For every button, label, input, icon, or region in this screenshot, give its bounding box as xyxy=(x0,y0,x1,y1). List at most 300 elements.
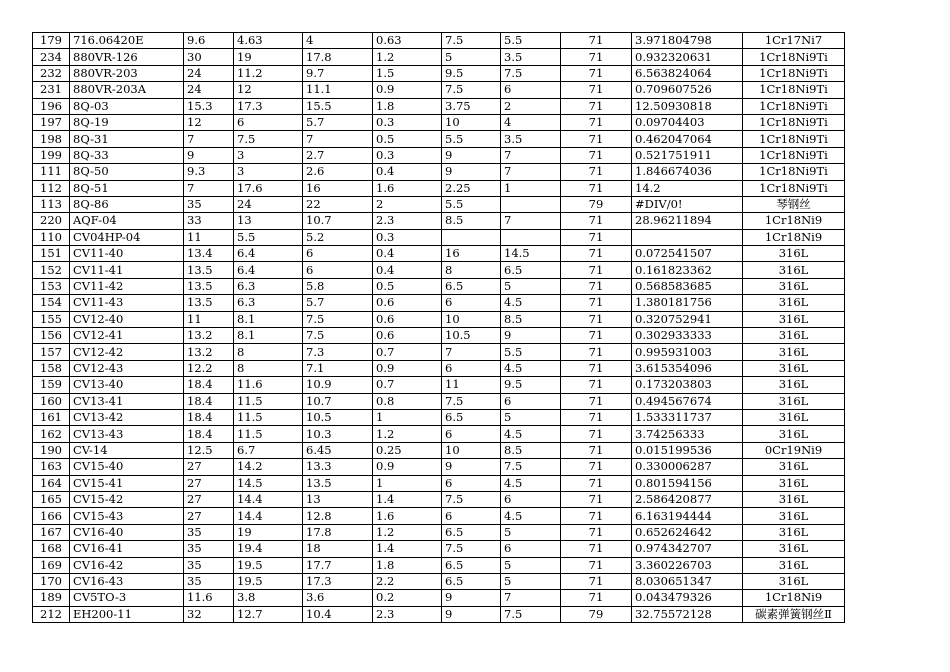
table-cell[interactable]: 71 xyxy=(561,131,632,147)
table-cell[interactable]: 8.030651347 xyxy=(632,573,743,589)
table-cell[interactable]: 17.3 xyxy=(234,98,303,114)
table-cell[interactable]: 8.1 xyxy=(234,311,303,327)
table-cell[interactable]: 9 xyxy=(442,606,501,622)
table-cell[interactable]: 6.7 xyxy=(234,442,303,458)
table-cell[interactable]: 7.5 xyxy=(501,65,561,81)
table-cell[interactable]: 8Q-03 xyxy=(70,98,184,114)
table-cell[interactable]: 14.2 xyxy=(234,459,303,475)
table-cell[interactable]: 316L xyxy=(743,573,845,589)
table-cell[interactable]: 9.3 xyxy=(184,164,234,180)
table-cell[interactable]: 24 xyxy=(184,82,234,98)
table-cell[interactable]: 0.302933333 xyxy=(632,328,743,344)
table-cell[interactable]: 71 xyxy=(561,33,632,49)
table-cell[interactable]: 3.5 xyxy=(501,131,561,147)
table-cell[interactable]: 3.6 xyxy=(303,590,373,606)
table-cell[interactable]: 11 xyxy=(442,377,501,393)
table-cell[interactable]: 0.9 xyxy=(373,459,442,475)
table-cell[interactable]: 13 xyxy=(234,213,303,229)
table-cell[interactable]: 1Cr18Ni9Ti xyxy=(743,82,845,98)
table-cell[interactable]: 13.4 xyxy=(184,246,234,262)
table-cell[interactable]: 5 xyxy=(501,409,561,425)
table-cell[interactable]: 1Cr18Ni9Ti xyxy=(743,180,845,196)
table-cell[interactable]: 11 xyxy=(184,311,234,327)
table-cell[interactable]: 316L xyxy=(743,491,845,507)
table-cell[interactable]: 12 xyxy=(234,82,303,98)
table-cell[interactable]: CV12-42 xyxy=(70,344,184,360)
table-cell[interactable]: 12.2 xyxy=(184,360,234,376)
table-cell[interactable]: 0.995931003 xyxy=(632,344,743,360)
table-cell[interactable]: 7 xyxy=(442,344,501,360)
table-cell[interactable]: 3 xyxy=(234,164,303,180)
table-cell[interactable]: 7.1 xyxy=(303,360,373,376)
table-cell[interactable]: 6 xyxy=(442,426,501,442)
table-cell[interactable]: 2.3 xyxy=(373,606,442,622)
table-cell[interactable]: 0.9 xyxy=(373,360,442,376)
table-cell[interactable]: CV5TO-3 xyxy=(70,590,184,606)
table-cell[interactable]: 7 xyxy=(501,213,561,229)
table-cell[interactable]: 8.1 xyxy=(234,328,303,344)
table-cell[interactable]: 7.5 xyxy=(442,393,501,409)
table-cell[interactable] xyxy=(442,229,501,245)
table-cell[interactable]: 71 xyxy=(561,164,632,180)
table-cell[interactable]: 19 xyxy=(234,49,303,65)
table-cell[interactable]: 6.5 xyxy=(442,524,501,540)
table-cell[interactable]: 880VR-203A xyxy=(70,82,184,98)
table-cell[interactable]: 0.494567674 xyxy=(632,393,743,409)
table-cell[interactable]: 0.7 xyxy=(373,377,442,393)
table-cell[interactable]: 6.5 xyxy=(501,262,561,278)
table-cell[interactable]: 4.5 xyxy=(501,508,561,524)
table-cell[interactable]: 17.8 xyxy=(303,49,373,65)
table-cell[interactable]: 27 xyxy=(184,459,234,475)
table-cell[interactable]: 0.2 xyxy=(373,590,442,606)
table-cell[interactable]: 5.5 xyxy=(442,131,501,147)
table-cell[interactable]: 316L xyxy=(743,557,845,573)
table-cell[interactable]: 11.1 xyxy=(303,82,373,98)
table-cell[interactable]: 16 xyxy=(303,180,373,196)
table-cell[interactable]: 71 xyxy=(561,147,632,163)
table-cell[interactable]: 1Cr18Ni9Ti xyxy=(743,98,845,114)
table-cell[interactable]: 7 xyxy=(184,180,234,196)
table-cell[interactable]: 197 xyxy=(33,114,70,130)
table-cell[interactable]: 7.5 xyxy=(442,491,501,507)
table-cell[interactable]: 0.320752941 xyxy=(632,311,743,327)
table-cell[interactable]: 165 xyxy=(33,491,70,507)
table-cell[interactable]: 14.2 xyxy=(632,180,743,196)
table-cell[interactable]: 2 xyxy=(373,196,442,212)
table-cell[interactable]: 0Cr19Ni9 xyxy=(743,442,845,458)
table-cell[interactable]: 179 xyxy=(33,33,70,49)
table-cell[interactable]: 10.3 xyxy=(303,426,373,442)
table-cell[interactable]: 14.4 xyxy=(234,508,303,524)
table-cell[interactable]: 71 xyxy=(561,573,632,589)
table-cell[interactable]: 169 xyxy=(33,557,70,573)
table-cell[interactable]: 6.4 xyxy=(234,246,303,262)
table-cell[interactable]: 1Cr18Ni9Ti xyxy=(743,49,845,65)
table-cell[interactable]: CV12-41 xyxy=(70,328,184,344)
table-cell[interactable]: CV11-40 xyxy=(70,246,184,262)
table-cell[interactable]: 10.5 xyxy=(442,328,501,344)
table-cell[interactable]: 9 xyxy=(442,459,501,475)
table-cell[interactable]: 10 xyxy=(442,114,501,130)
table-cell[interactable]: 11 xyxy=(184,229,234,245)
table-cell[interactable]: 0.568583685 xyxy=(632,278,743,294)
table-cell[interactable]: 0.462047064 xyxy=(632,131,743,147)
table-cell[interactable]: 0.6 xyxy=(373,328,442,344)
table-cell[interactable]: 113 xyxy=(33,196,70,212)
table-cell[interactable]: CV15-43 xyxy=(70,508,184,524)
table-cell[interactable] xyxy=(501,229,561,245)
table-cell[interactable]: 1.380181756 xyxy=(632,295,743,311)
table-cell[interactable]: 10.4 xyxy=(303,606,373,622)
table-cell[interactable]: 159 xyxy=(33,377,70,393)
table-cell[interactable]: 4.5 xyxy=(501,295,561,311)
table-cell[interactable]: 27 xyxy=(184,475,234,491)
table-cell[interactable]: 112 xyxy=(33,180,70,196)
table-cell[interactable]: 11.2 xyxy=(234,65,303,81)
table-cell[interactable]: 1.8 xyxy=(373,557,442,573)
table-cell[interactable]: 0.6 xyxy=(373,311,442,327)
table-cell[interactable]: 12.50930818 xyxy=(632,98,743,114)
table-cell[interactable]: 13 xyxy=(303,491,373,507)
table-cell[interactable]: 79 xyxy=(561,196,632,212)
table-cell[interactable]: 18.4 xyxy=(184,426,234,442)
table-cell[interactable]: 6.3 xyxy=(234,295,303,311)
table-cell[interactable]: 170 xyxy=(33,573,70,589)
table-cell[interactable]: 190 xyxy=(33,442,70,458)
table-cell[interactable]: 1Cr18Ni9Ti xyxy=(743,114,845,130)
table-cell[interactable]: 71 xyxy=(561,377,632,393)
table-cell[interactable]: 4.5 xyxy=(501,426,561,442)
table-cell[interactable]: 琴钢丝 xyxy=(743,196,845,212)
table-cell[interactable]: 71 xyxy=(561,82,632,98)
table-cell[interactable]: 18.4 xyxy=(184,409,234,425)
table-cell[interactable]: 316L xyxy=(743,311,845,327)
table-cell[interactable]: 4.5 xyxy=(501,360,561,376)
table-cell[interactable]: 7.3 xyxy=(303,344,373,360)
table-cell[interactable]: 316L xyxy=(743,278,845,294)
table-cell[interactable]: 8.5 xyxy=(501,311,561,327)
table-cell[interactable]: 22 xyxy=(303,196,373,212)
table-cell[interactable]: CV12-43 xyxy=(70,360,184,376)
table-cell[interactable]: 3.75 xyxy=(442,98,501,114)
table-cell[interactable]: 1.8 xyxy=(373,98,442,114)
table-cell[interactable]: 316L xyxy=(743,393,845,409)
table-cell[interactable]: 199 xyxy=(33,147,70,163)
table-cell[interactable]: 17.7 xyxy=(303,557,373,573)
table-cell[interactable]: 71 xyxy=(561,49,632,65)
table-cell[interactable]: 9.5 xyxy=(442,65,501,81)
table-cell[interactable]: 18 xyxy=(303,541,373,557)
table-cell[interactable]: 15.3 xyxy=(184,98,234,114)
table-cell[interactable]: 9.5 xyxy=(501,377,561,393)
table-cell[interactable]: 3.360226703 xyxy=(632,557,743,573)
table-cell[interactable]: 0.4 xyxy=(373,246,442,262)
table-cell[interactable]: 880VR-203 xyxy=(70,65,184,81)
table-cell[interactable]: 0.7 xyxy=(373,344,442,360)
table-cell[interactable]: 2.7 xyxy=(303,147,373,163)
table-cell[interactable]: 10.5 xyxy=(303,409,373,425)
table-cell[interactable]: 24 xyxy=(234,196,303,212)
table-cell[interactable]: 12.7 xyxy=(234,606,303,622)
table-cell[interactable]: 316L xyxy=(743,328,845,344)
table-cell[interactable]: 28.96211894 xyxy=(632,213,743,229)
table-cell[interactable]: 6.4 xyxy=(234,262,303,278)
table-cell[interactable]: 71 xyxy=(561,180,632,196)
table-cell[interactable]: 1Cr17Ni7 xyxy=(743,33,845,49)
table-cell[interactable]: 13.2 xyxy=(184,344,234,360)
table-cell[interactable]: 3.971804798 xyxy=(632,33,743,49)
table-cell[interactable]: 163 xyxy=(33,459,70,475)
table-cell[interactable]: 9 xyxy=(442,164,501,180)
table-cell[interactable]: 8Q-31 xyxy=(70,131,184,147)
table-cell[interactable]: 160 xyxy=(33,393,70,409)
table-cell[interactable]: 71 xyxy=(561,524,632,540)
table-cell[interactable]: 12.8 xyxy=(303,508,373,524)
table-cell[interactable]: 8 xyxy=(442,262,501,278)
table-cell[interactable]: 8Q-19 xyxy=(70,114,184,130)
table-cell[interactable]: 7 xyxy=(184,131,234,147)
table-cell[interactable]: 1.2 xyxy=(373,426,442,442)
table-cell[interactable]: 8Q-50 xyxy=(70,164,184,180)
table-cell[interactable]: 0.043479326 xyxy=(632,590,743,606)
table-cell[interactable]: 157 xyxy=(33,344,70,360)
table-cell[interactable]: 152 xyxy=(33,262,70,278)
table-cell[interactable]: 33 xyxy=(184,213,234,229)
table-cell[interactable]: 35 xyxy=(184,557,234,573)
table-cell[interactable]: 71 xyxy=(561,475,632,491)
table-cell[interactable]: 3.8 xyxy=(234,590,303,606)
table-cell[interactable]: 316L xyxy=(743,377,845,393)
table-cell[interactable]: 196 xyxy=(33,98,70,114)
table-cell[interactable]: 35 xyxy=(184,541,234,557)
table-cell[interactable]: 10.7 xyxy=(303,213,373,229)
table-cell[interactable]: 111 xyxy=(33,164,70,180)
table-cell[interactable]: 0.974342707 xyxy=(632,541,743,557)
table-cell[interactable]: 15.5 xyxy=(303,98,373,114)
table-cell[interactable]: CV15-40 xyxy=(70,459,184,475)
table-cell[interactable]: 716.06420E xyxy=(70,33,184,49)
table-cell[interactable]: 2 xyxy=(501,98,561,114)
table-cell[interactable]: 316L xyxy=(743,524,845,540)
table-cell[interactable]: 14.5 xyxy=(501,246,561,262)
table-cell[interactable]: 1Cr18Ni9 xyxy=(743,213,845,229)
table-cell[interactable]: 5.7 xyxy=(303,114,373,130)
table-cell[interactable]: 6.163194444 xyxy=(632,508,743,524)
table-cell[interactable]: CV13-42 xyxy=(70,409,184,425)
table-cell[interactable]: 0.5 xyxy=(373,131,442,147)
table-cell[interactable]: 71 xyxy=(561,442,632,458)
table-cell[interactable]: 1.5 xyxy=(373,65,442,81)
table-cell[interactable]: 7 xyxy=(501,164,561,180)
table-cell[interactable]: 1Cr18Ni9Ti xyxy=(743,164,845,180)
table-cell[interactable]: 11.5 xyxy=(234,426,303,442)
table-cell[interactable]: 17.8 xyxy=(303,524,373,540)
table-cell[interactable]: 5.8 xyxy=(303,278,373,294)
table-cell[interactable]: 2.6 xyxy=(303,164,373,180)
table-cell[interactable]: 27 xyxy=(184,508,234,524)
table-cell[interactable]: CV13-43 xyxy=(70,426,184,442)
table-cell[interactable]: 9 xyxy=(442,147,501,163)
table-cell[interactable]: 156 xyxy=(33,328,70,344)
table-cell[interactable]: 1 xyxy=(501,180,561,196)
table-cell[interactable]: 7.5 xyxy=(303,328,373,344)
table-cell[interactable]: 71 xyxy=(561,229,632,245)
table-cell[interactable]: 6.3 xyxy=(234,278,303,294)
table-cell[interactable]: 316L xyxy=(743,409,845,425)
table-cell[interactable]: 232 xyxy=(33,65,70,81)
table-cell[interactable]: 11.6 xyxy=(184,590,234,606)
table-cell[interactable]: 189 xyxy=(33,590,70,606)
table-cell[interactable]: 1.2 xyxy=(373,49,442,65)
table-cell[interactable]: 7.5 xyxy=(442,82,501,98)
table-cell[interactable]: 10.9 xyxy=(303,377,373,393)
table-cell[interactable]: 166 xyxy=(33,508,70,524)
table-cell[interactable]: 5.5 xyxy=(442,196,501,212)
table-cell[interactable]: 1Cr18Ni9Ti xyxy=(743,65,845,81)
table-cell[interactable]: 13.5 xyxy=(303,475,373,491)
table-cell[interactable]: CV04HP-04 xyxy=(70,229,184,245)
table-cell[interactable]: 4.5 xyxy=(501,475,561,491)
table-cell[interactable]: 0.072541507 xyxy=(632,246,743,262)
table-cell[interactable]: 4.63 xyxy=(234,33,303,49)
table-cell[interactable]: 167 xyxy=(33,524,70,540)
table-cell[interactable]: 8Q-33 xyxy=(70,147,184,163)
table-cell[interactable]: 8 xyxy=(234,360,303,376)
table-cell[interactable]: CV16-43 xyxy=(70,573,184,589)
table-cell[interactable]: 316L xyxy=(743,246,845,262)
table-cell[interactable]: 6.45 xyxy=(303,442,373,458)
table-cell[interactable]: CV11-41 xyxy=(70,262,184,278)
table-cell[interactable]: 2.25 xyxy=(442,180,501,196)
table-cell[interactable]: 5 xyxy=(501,278,561,294)
table-cell[interactable]: 0.709607526 xyxy=(632,82,743,98)
table-cell[interactable]: 316L xyxy=(743,459,845,475)
table-cell[interactable]: 1.4 xyxy=(373,541,442,557)
table-cell[interactable]: 6 xyxy=(501,541,561,557)
table-cell[interactable]: 9 xyxy=(501,328,561,344)
table-cell[interactable]: EH200-11 xyxy=(70,606,184,622)
table-cell[interactable]: 6.5 xyxy=(442,573,501,589)
table-cell[interactable]: 17.6 xyxy=(234,180,303,196)
table-cell[interactable]: CV12-40 xyxy=(70,311,184,327)
table-cell[interactable]: 11.6 xyxy=(234,377,303,393)
table-cell[interactable]: 0.521751911 xyxy=(632,147,743,163)
table-cell[interactable]: 7.5 xyxy=(501,459,561,475)
table-cell[interactable]: 1.2 xyxy=(373,524,442,540)
table-cell[interactable]: 1.4 xyxy=(373,491,442,507)
table-cell[interactable]: 234 xyxy=(33,49,70,65)
table-cell[interactable]: 3 xyxy=(234,147,303,163)
table-cell[interactable]: 9.6 xyxy=(184,33,234,49)
table-cell[interactable]: CV16-40 xyxy=(70,524,184,540)
table-cell[interactable]: 5.2 xyxy=(303,229,373,245)
table-cell[interactable]: 5.5 xyxy=(501,344,561,360)
table-cell[interactable]: 6.5 xyxy=(442,409,501,425)
table-cell[interactable]: 13.5 xyxy=(184,278,234,294)
table-cell[interactable]: 5 xyxy=(442,49,501,65)
table-cell[interactable]: CV-14 xyxy=(70,442,184,458)
table-cell[interactable]: 19.4 xyxy=(234,541,303,557)
table-cell[interactable]: 162 xyxy=(33,426,70,442)
table-cell[interactable]: 0.6 xyxy=(373,295,442,311)
table-cell[interactable]: 0.652624642 xyxy=(632,524,743,540)
table-cell[interactable]: 1.846674036 xyxy=(632,164,743,180)
table-cell[interactable]: 0.161823362 xyxy=(632,262,743,278)
table-cell[interactable]: 71 xyxy=(561,98,632,114)
table-cell[interactable]: 13.5 xyxy=(184,295,234,311)
table-cell[interactable]: 6 xyxy=(501,82,561,98)
table-cell[interactable] xyxy=(632,229,743,245)
table-cell[interactable]: 316L xyxy=(743,541,845,557)
table-cell[interactable]: 198 xyxy=(33,131,70,147)
table-cell[interactable]: 0.8 xyxy=(373,393,442,409)
table-cell[interactable]: 7.5 xyxy=(442,33,501,49)
table-cell[interactable] xyxy=(501,196,561,212)
table-cell[interactable]: 10 xyxy=(442,311,501,327)
table-cell[interactable]: 316L xyxy=(743,426,845,442)
table-cell[interactable]: 0.801594156 xyxy=(632,475,743,491)
table-cell[interactable]: 0.5 xyxy=(373,278,442,294)
table-cell[interactable]: 14.4 xyxy=(234,491,303,507)
table-cell[interactable]: 6.563824064 xyxy=(632,65,743,81)
table-cell[interactable]: 161 xyxy=(33,409,70,425)
table-cell[interactable]: AQF-04 xyxy=(70,213,184,229)
table-cell[interactable]: 11.5 xyxy=(234,409,303,425)
table-cell[interactable]: 71 xyxy=(561,459,632,475)
table-cell[interactable]: 13.5 xyxy=(184,262,234,278)
table-cell[interactable]: 71 xyxy=(561,246,632,262)
table-cell[interactable]: 17.3 xyxy=(303,573,373,589)
table-cell[interactable]: 19.5 xyxy=(234,557,303,573)
table-cell[interactable]: 0.09704403 xyxy=(632,114,743,130)
table-cell[interactable]: 4 xyxy=(303,33,373,49)
table-cell[interactable]: #DIV/0! xyxy=(632,196,743,212)
table-cell[interactable]: 6 xyxy=(303,246,373,262)
table-cell[interactable]: 9.7 xyxy=(303,65,373,81)
table-cell[interactable]: 71 xyxy=(561,557,632,573)
table-cell[interactable]: 71 xyxy=(561,278,632,294)
table-cell[interactable]: 6 xyxy=(442,508,501,524)
table-cell[interactable]: 35 xyxy=(184,573,234,589)
table-cell[interactable]: 10 xyxy=(442,442,501,458)
table-cell[interactable]: 30 xyxy=(184,49,234,65)
table-cell[interactable]: 3.74256333 xyxy=(632,426,743,442)
table-cell[interactable]: 19.5 xyxy=(234,573,303,589)
table-cell[interactable]: 71 xyxy=(561,262,632,278)
table-cell[interactable]: 13.3 xyxy=(303,459,373,475)
table-cell[interactable]: 0.9 xyxy=(373,82,442,98)
table-cell[interactable]: 10.7 xyxy=(303,393,373,409)
table-cell[interactable]: 71 xyxy=(561,590,632,606)
table-cell[interactable]: 2.2 xyxy=(373,573,442,589)
table-cell[interactable]: 1.533311737 xyxy=(632,409,743,425)
table-cell[interactable]: 0.3 xyxy=(373,147,442,163)
table-cell[interactable]: 0.3 xyxy=(373,114,442,130)
table-cell[interactable]: 5.5 xyxy=(234,229,303,245)
table-cell[interactable]: 0.63 xyxy=(373,33,442,49)
table-cell[interactable]: 164 xyxy=(33,475,70,491)
table-cell[interactable]: 316L xyxy=(743,295,845,311)
table-cell[interactable]: CV16-41 xyxy=(70,541,184,557)
table-cell[interactable]: 71 xyxy=(561,360,632,376)
table-cell[interactable]: 1.6 xyxy=(373,180,442,196)
table-cell[interactable]: 316L xyxy=(743,475,845,491)
table-cell[interactable]: 5 xyxy=(501,557,561,573)
table-cell[interactable]: 0.173203803 xyxy=(632,377,743,393)
table-cell[interactable]: 1Cr18Ni9Ti xyxy=(743,147,845,163)
table-cell[interactable]: 6 xyxy=(442,475,501,491)
